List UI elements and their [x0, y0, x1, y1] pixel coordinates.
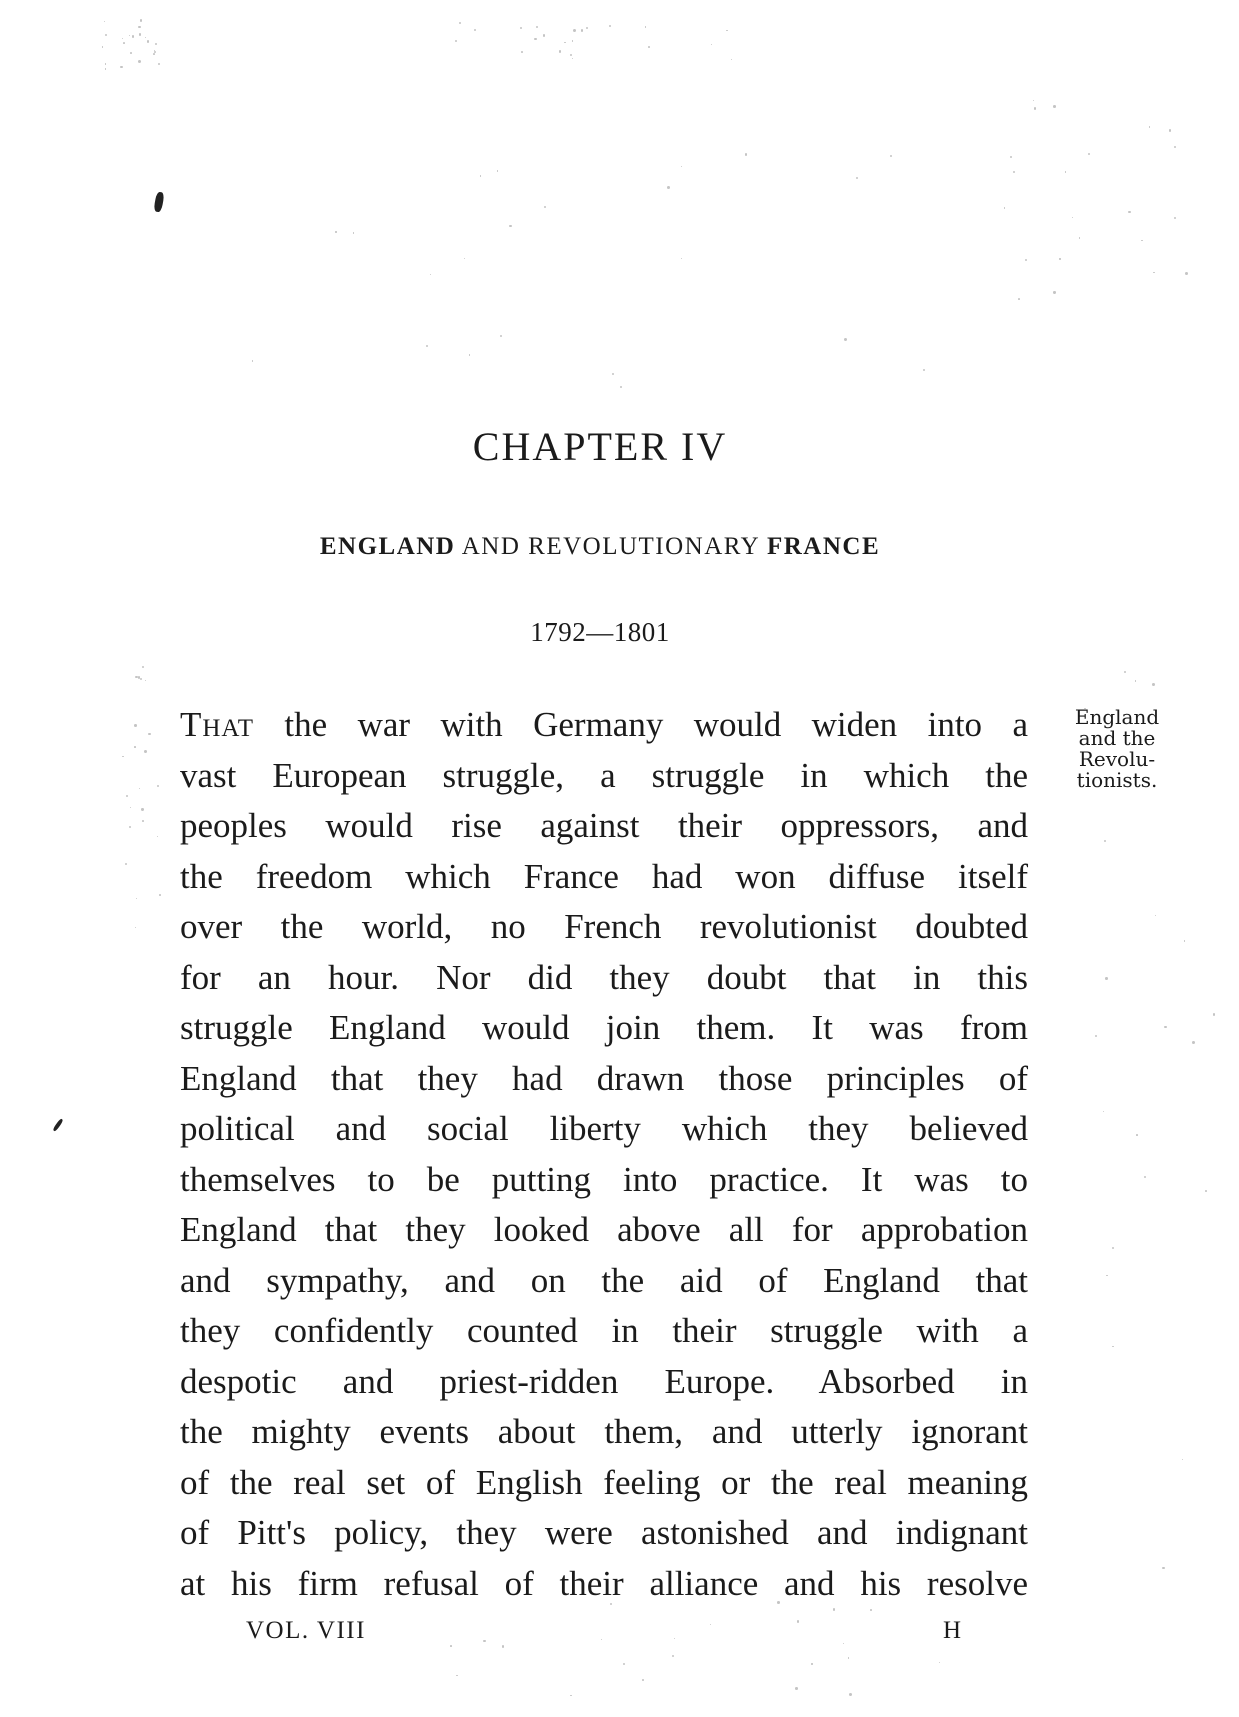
scan-speck [1135, 680, 1136, 681]
ink-blot-icon [153, 191, 164, 212]
scan-speck [480, 175, 481, 176]
scan-speck [145, 37, 146, 38]
body-line: England that they looked above all for approbation [180, 1210, 1028, 1249]
scan-speck [1059, 258, 1060, 259]
scan-speck [667, 186, 670, 189]
scan-speck [1136, 1134, 1138, 1136]
scan-speck [648, 46, 650, 48]
scan-speck [158, 63, 160, 65]
scan-speck [125, 863, 127, 865]
scan-speck [426, 345, 428, 347]
scan-speck [811, 1663, 812, 1664]
scan-speck [1079, 237, 1080, 238]
scan-speck [1112, 1247, 1114, 1249]
scan-speck [464, 258, 465, 259]
scan-speck [1112, 1346, 1114, 1348]
scan-speck [148, 733, 151, 736]
scan-speck [122, 756, 123, 757]
scan-speck [1174, 217, 1176, 219]
body-line: the mighty events about them, and utterly ignorant [180, 1412, 1028, 1451]
scan-speck [335, 231, 336, 232]
scan-speck [1185, 272, 1188, 275]
scan-speck [134, 746, 136, 748]
scan-speck [1205, 1190, 1207, 1192]
scan-speck [642, 1679, 644, 1681]
ink-mark-icon [52, 1118, 63, 1132]
scan-speck [1025, 259, 1027, 261]
scan-speck [710, 1624, 711, 1625]
scan-speck [1152, 683, 1155, 686]
scan-speck [102, 46, 104, 48]
scan-speck [141, 808, 143, 810]
body-line: struggle England would join them. It was from [180, 1008, 1028, 1047]
scan-speck [601, 1639, 602, 1640]
scan-speck [1141, 240, 1142, 241]
scan-speck [1153, 272, 1155, 274]
scan-speck [145, 680, 146, 681]
scan-speck [157, 836, 158, 837]
scan-speck [459, 22, 461, 24]
scan-speck [848, 1657, 849, 1658]
scan-speck [745, 153, 747, 155]
scan-speck [509, 225, 511, 227]
body-line: for an hour. Nor did they doubt that in this [180, 957, 1028, 997]
signature-mark: H [943, 1617, 962, 1644]
scan-speck [1034, 107, 1037, 110]
body-line: and sympathy, and on the aid of England that [180, 1260, 1028, 1300]
scan-speck [353, 232, 354, 233]
scan-speck [1010, 156, 1012, 158]
scan-speck [104, 21, 105, 22]
body-line: despotic and priest-ridden Europe. Absorbed in [180, 1361, 1028, 1401]
scan-speck [140, 678, 142, 680]
scan-speck [923, 369, 925, 371]
chapter-title-word: ENGLAND [319, 533, 456, 560]
scan-speck [1174, 146, 1176, 148]
scan-speck [620, 386, 622, 388]
scan-speck [645, 26, 646, 27]
scan-speck [1213, 1013, 1216, 1016]
scan-speck [1065, 171, 1066, 172]
scan-speck [138, 60, 141, 63]
scan-speck [559, 50, 561, 52]
scan-speck [469, 354, 471, 356]
scan-speck [138, 26, 140, 28]
scan-speck [500, 335, 502, 337]
scan-speck [623, 1663, 625, 1665]
scan-speck [1053, 291, 1055, 293]
body-line: That the war with Germany would widen into a [180, 705, 1028, 744]
scan-speck [1104, 840, 1106, 842]
chapter-title-word: AND [461, 533, 521, 560]
scan-speck [1105, 977, 1108, 980]
scan-speck [123, 42, 125, 44]
scan-speck [140, 19, 143, 22]
chapter-date-range: 1792—1801 [530, 617, 670, 647]
scan-speck [132, 35, 135, 38]
scan-speck [672, 1655, 674, 1657]
body-line: themselves to be putting into practice. It was to [180, 1159, 1028, 1199]
scan-speck [586, 27, 588, 29]
scan-speck [1106, 1275, 1108, 1277]
scan-speck [521, 51, 523, 53]
scan-speck [1169, 129, 1172, 132]
scan-speck [570, 1695, 571, 1696]
body-line: vast European struggle, a struggle in which the [180, 755, 1028, 795]
scan-speck [142, 820, 144, 822]
scan-speck [455, 40, 457, 42]
scan-speck [711, 44, 712, 45]
scan-speck [573, 29, 576, 32]
body-line: of Pitt's policy, they were astonished and indignant [180, 1513, 1028, 1552]
scan-speck [572, 40, 573, 41]
body-line: at his firm refusal of their alliance and his resolve [180, 1563, 1028, 1603]
scan-speck [870, 1609, 872, 1611]
marginal-note-line: England [1074, 705, 1160, 729]
scan-speck [1128, 211, 1130, 213]
scan-speck [520, 27, 522, 29]
scan-speck [534, 38, 537, 41]
scan-speck [135, 927, 136, 928]
scan-speck [430, 274, 431, 275]
volume-footer: VOL. VIII [246, 1617, 366, 1644]
marginal-note-line: tionists. [1076, 768, 1158, 792]
scan-speck [843, 1643, 844, 1644]
scan-speck [134, 724, 137, 727]
scan-speck [681, 166, 683, 168]
scan-speck [157, 785, 160, 788]
scan-speck [570, 54, 572, 56]
scan-speck [543, 34, 546, 37]
scan-speck [129, 826, 131, 828]
scan-speck [609, 25, 611, 27]
scan-speck [1192, 1041, 1195, 1044]
scan-speck [139, 788, 140, 789]
scan-speck [612, 373, 614, 375]
scan-speck [1144, 1176, 1146, 1178]
scan-speck [1103, 1111, 1104, 1112]
scan-speck [105, 68, 107, 70]
scan-speck [136, 898, 137, 899]
scan-speck [1182, 1459, 1183, 1460]
scan-speck [450, 1645, 452, 1647]
scan-speck [849, 1693, 852, 1696]
opening-word: That [180, 705, 254, 744]
scan-speck [797, 1620, 800, 1623]
scan-speck [474, 29, 476, 31]
scan-speck [456, 1675, 457, 1676]
scan-speck [497, 170, 498, 171]
body-line: they confidently counted in their struggle with a [180, 1311, 1028, 1350]
scan-speck [130, 807, 132, 809]
body-line: peoples would rise against their oppressors, and [180, 806, 1028, 845]
body-line: political and social liberty which they believed [180, 1109, 1028, 1148]
scan-speck [130, 52, 132, 54]
scan-speck [544, 206, 546, 208]
chapter-title-word: FRANCE [766, 533, 881, 560]
scan-speck [572, 58, 573, 59]
scan-speck [120, 66, 122, 68]
scan-speck [564, 42, 565, 43]
scan-speck [1095, 1035, 1098, 1038]
scan-speck [681, 258, 683, 260]
scan-speck [129, 35, 130, 36]
scan-speck [1164, 1026, 1167, 1029]
scan-speck [1149, 126, 1150, 127]
scan-speck [153, 53, 155, 55]
marginal-note-line: Revolu- [1078, 747, 1156, 771]
scan-speck [795, 1687, 798, 1690]
scan-speck [155, 43, 158, 46]
chapter-heading: CHAPTER IV [472, 424, 728, 469]
marginal-note-line: and the [1078, 726, 1156, 750]
scan-speck [1013, 171, 1015, 173]
scan-speck [159, 894, 161, 896]
scan-speck [890, 155, 892, 157]
scan-speck [674, 1638, 675, 1639]
scan-speck [1033, 100, 1034, 101]
scan-speck [726, 30, 727, 31]
scan-speck [105, 34, 107, 36]
chapter-title-word: REVOLUTIONARY [528, 533, 760, 560]
scan-speck [483, 1640, 486, 1643]
scan-speck [1053, 105, 1056, 108]
scan-speck [1088, 153, 1090, 155]
body-line: England that they had drawn those principles of [180, 1058, 1028, 1098]
body-line: of the real set of English feeling or the real meaning [180, 1462, 1028, 1502]
scan-speck [126, 795, 128, 797]
scan-speck [1184, 940, 1185, 941]
scan-speck [731, 59, 732, 60]
scan-speck [1018, 298, 1020, 300]
scan-speck [252, 360, 253, 361]
scan-speck [144, 750, 147, 753]
scan-speck [1004, 207, 1005, 208]
scan-speck [147, 40, 150, 43]
scan-speck [1072, 217, 1073, 218]
body-line: over the world, no French revolutionist doubted [180, 907, 1028, 946]
marginal-note [1058, 707, 1176, 791]
scan-speck [1124, 671, 1126, 673]
scan-speck [502, 1645, 504, 1647]
scan-speck [581, 29, 584, 32]
scan-speck [122, 38, 123, 39]
body-line: the freedom which France had won diffuse itself [180, 856, 1028, 896]
scan-speck [105, 63, 107, 65]
scan-speck [1162, 1567, 1164, 1569]
chapter-title [0, 533, 1200, 561]
scan-speck [939, 1662, 940, 1663]
scan-speck [536, 26, 538, 28]
scan-speck [856, 177, 858, 179]
scan-speck [139, 33, 141, 35]
scan-speck [1155, 915, 1156, 916]
body-paragraph [180, 700, 1028, 1609]
scan-speck [844, 338, 847, 341]
scan-speck [142, 666, 144, 668]
